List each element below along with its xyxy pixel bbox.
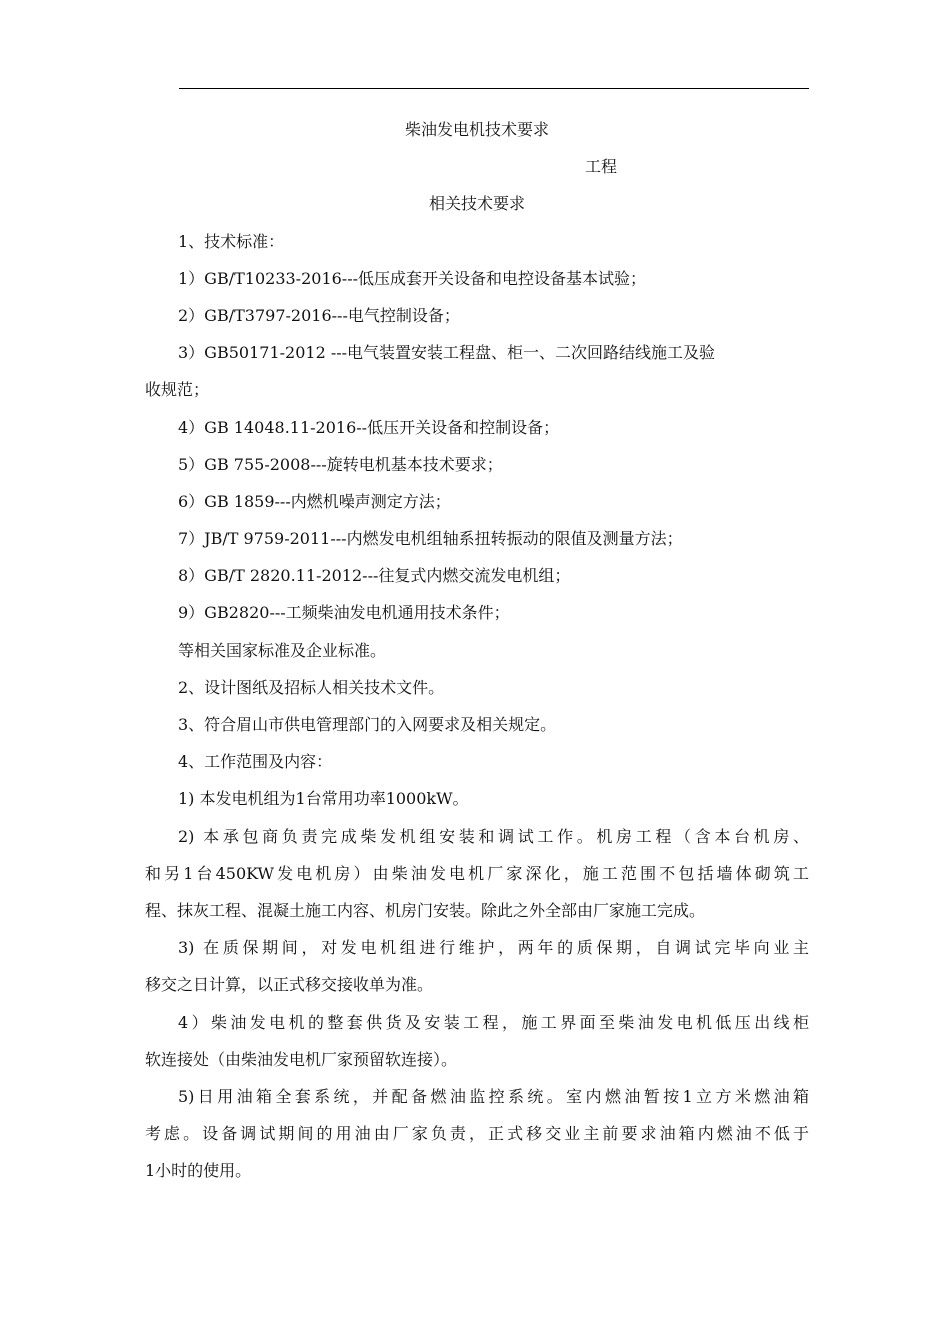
paragraph-line: 3) 在质保期间，对发电机组进行维护，两年的质保期，自调试完毕向业主 — [178, 938, 809, 958]
header-rule — [179, 88, 809, 89]
paragraph-line: 7）JB/T 9759-2011---内燃发电机组轴系扭转振动的限值及测量方法； — [178, 529, 683, 549]
paragraph-line: 软连接处（由柴油发电机厂家预留软连接）。 — [145, 1049, 458, 1069]
paragraph-line: 2、设计图纸及招标人相关技术文件。 — [178, 677, 445, 697]
paragraph-line: 2) 本承包商负责完成柴发机组安装和调试工作。机房工程（含本台机房、 — [178, 826, 809, 846]
paragraph-line: 2）GB/T3797-2016---电气控制设备； — [178, 305, 460, 325]
paragraph-line: 5）GB 755-2008---旋转电机基本技术要求； — [178, 454, 503, 474]
paragraph-line: 4、工作范围及内容： — [178, 752, 333, 772]
paragraph-line: 收规范； — [145, 380, 210, 400]
paragraph-line: 3、符合眉山市供电管理部门的入网要求及相关规定。 — [178, 715, 557, 734]
paragraph-line: 和另1台450KW发电机房）由柴油发电机厂家深化，施工范围不包括墙体砌筑工 — [145, 863, 809, 883]
paragraph-line: 等相关国家标准及企业标准。 — [178, 640, 387, 660]
document-title: 柴油发电机技术要求 — [404, 120, 549, 139]
paragraph-line: 1）GB/T10233-2016---低压成套开关设备和电控设备基本试验； — [178, 268, 647, 288]
paragraph-line: 5)日用油箱全套系统，并配备燃油监控系统。室内燃油暂按1立方米燃油箱 — [178, 1086, 809, 1106]
paragraph-line: 8）GB/T 2820.11-2012---往复式内燃交流发电机组； — [178, 566, 571, 586]
paragraph-line: 程、抹灰工程、混凝土施工内容、机房门安装。除此之外全部由厂家施工完成。 — [145, 900, 706, 920]
document-body — [145, 111, 809, 1189]
paragraph-line: 6）GB 1859---内燃机噪声测定方法； — [178, 491, 451, 511]
paragraph-line: 1小时的使用。 — [145, 1161, 252, 1181]
paragraph-line: 1) 本发电机组为1台常用功率1000kW。 — [178, 789, 469, 809]
paragraph-line: 移交之日计算，以正式移交接收单为准。 — [145, 975, 434, 995]
project-subtitle: 工程 — [585, 157, 618, 177]
paragraph-line: 考虑。设备调试期间的用油由厂家负责，正式移交业主前要求油箱内燃油不低于 — [145, 1124, 809, 1144]
paragraph-line: 9）GB2820---工频柴油发电机通用技术条件； — [178, 603, 510, 623]
section-heading: 相关技术要求 — [428, 194, 525, 214]
paragraph-line: 4）GB 14048.11-2016--低压开关设备和控制设备； — [178, 417, 560, 437]
paragraph-line: 1、技术标准： — [178, 231, 285, 251]
paragraph-line: 3）GB50171-2012 ---电气装置安装工程盘、柜一、二次回路结线施工及验 — [178, 343, 716, 363]
paragraph-line: 4）柴油发电机的整套供货及安装工程，施工界面至柴油发电机低压出线柜 — [178, 1012, 809, 1032]
